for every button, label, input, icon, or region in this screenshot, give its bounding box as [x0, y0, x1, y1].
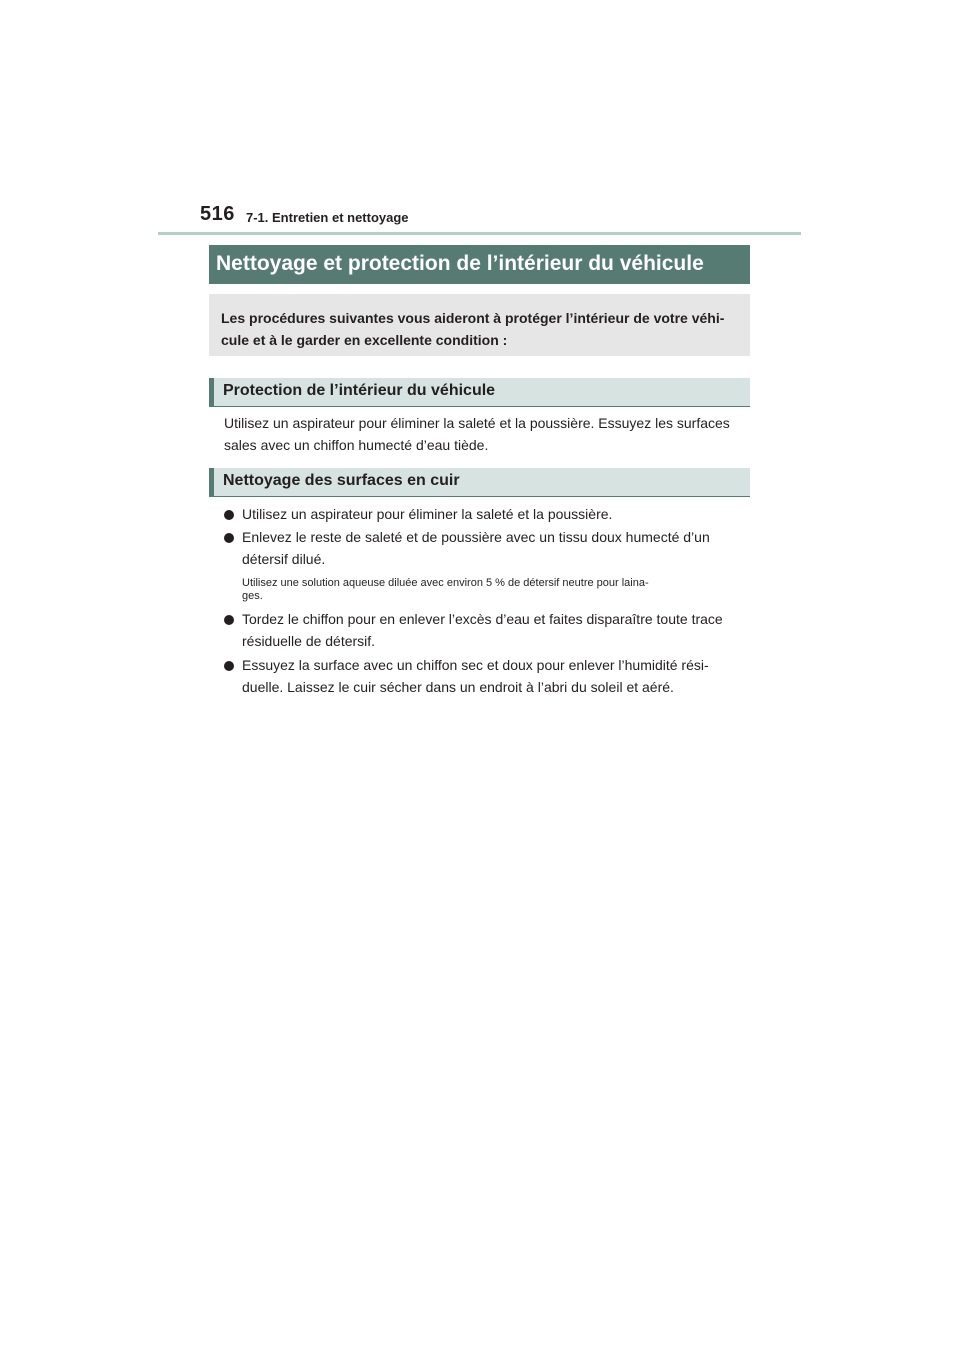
bullet-line: duelle. Laissez le cuir sécher dans un endroit à l’abri du soleil et aéré.	[242, 679, 674, 695]
bullet-item	[224, 608, 750, 652]
chapter-title: 7-1. Entretien et nettoyage	[246, 210, 409, 225]
bullet-icon	[224, 661, 234, 671]
bullet-icon	[224, 510, 234, 520]
intro-line: cule et à le garder en excellente condition :	[221, 332, 508, 348]
bullet-line: Enlevez le reste de saleté et de poussière avec un tissu doux humecté d’un	[242, 529, 710, 545]
bullet-icon	[224, 615, 234, 625]
text-line: Utilisez un aspirateur pour éliminer la saleté et la poussière. Essuyez les surfaces	[224, 415, 730, 431]
section-heading-leather: Nettoyage des surfaces en cuir	[209, 468, 750, 497]
text-line: sales avec un chiffon humecté d’eau tiède.	[224, 437, 489, 453]
bullet-line: détersif dilué.	[242, 551, 326, 567]
main-title: Nettoyage et protection de l’intérieur du véhicule	[209, 245, 750, 284]
bullet-item	[224, 654, 750, 698]
bullet-item	[224, 526, 750, 570]
page-number: 516	[200, 203, 235, 225]
bullet-icon	[224, 533, 234, 543]
bullet-line: Tordez le chiffon pour en enlever l’excès d’eau et faites disparaître toute trace	[242, 611, 723, 627]
note-text	[242, 577, 750, 603]
header-divider	[158, 232, 801, 235]
note-line: Utilisez une solution aqueuse diluée avec environ 5 % de détersif neutre pour laina-	[242, 577, 649, 589]
section-heading-protection: Protection de l’intérieur du véhicule	[209, 378, 750, 407]
bullet-item	[224, 503, 750, 525]
bullet-line: Essuyez la surface avec un chiffon sec et doux pour enlever l’humidité rési-	[242, 657, 709, 673]
intro-box	[209, 294, 750, 356]
bullet-line: Utilisez un aspirateur pour éliminer la saleté et la poussière.	[242, 506, 613, 522]
bullet-line: résiduelle de détersif.	[242, 633, 376, 649]
intro-line: Les procédures suivantes vous aideront à protéger l’intérieur de votre véhi-	[221, 310, 725, 326]
page-header	[200, 203, 760, 231]
note-line: ges.	[242, 590, 263, 602]
section-protection-text	[224, 412, 750, 456]
